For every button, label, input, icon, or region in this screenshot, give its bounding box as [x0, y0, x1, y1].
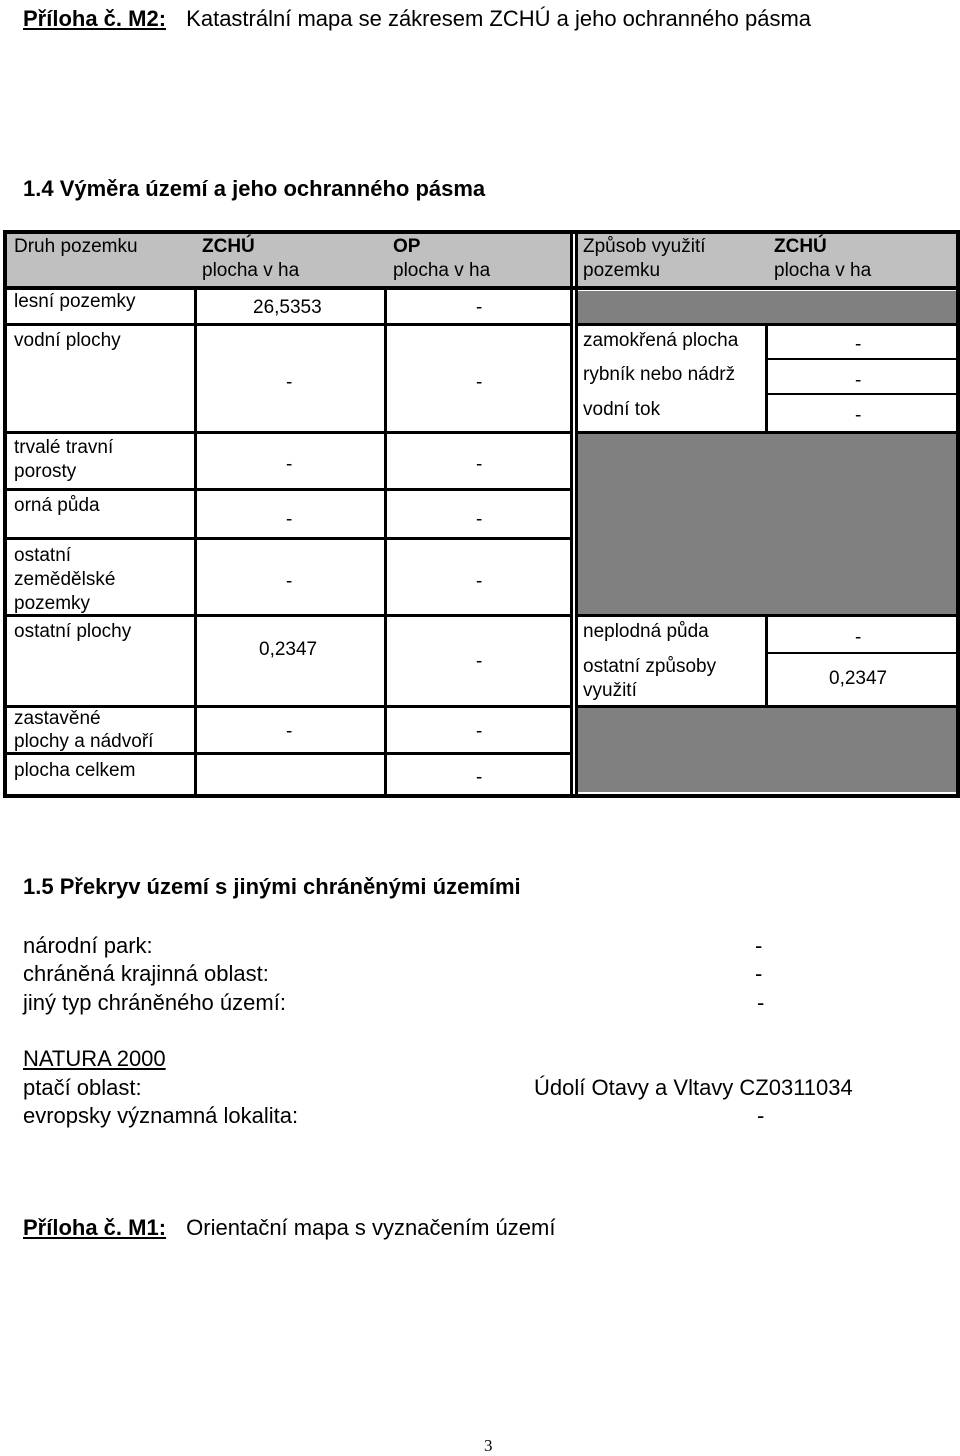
usage-ostzp-value: 0,2347	[829, 668, 888, 689]
usage-zamokrena-label: zamokřená plocha	[583, 330, 739, 351]
row-vodni-label: vodní plochy	[14, 330, 121, 351]
row-lesni-op: -	[476, 297, 483, 318]
row-zast-label-1: zastavěné	[14, 708, 101, 729]
row-trvale-zchu: -	[286, 454, 293, 475]
usage-rybnik-value: -	[855, 370, 862, 391]
row-zast-label-2: plochy a nádvoří	[14, 731, 154, 752]
chko-value: -	[755, 961, 763, 986]
usage-ostzp-label-2: využití	[583, 680, 637, 701]
annex-m1-prefix: Příloha č. M1:	[23, 1215, 167, 1240]
row-orna-zchu: -	[286, 509, 293, 530]
annex-m2-title: Katastrální mapa se zákresem ZCHÚ a jeho ochranného pásma	[186, 6, 812, 31]
dark-fill-3	[578, 707, 956, 792]
jiny-label: jiný typ chráněného území:	[23, 990, 286, 1015]
usage-rybnik-label: rybník nebo nádrž	[583, 364, 736, 385]
row-orna-label: orná půda	[14, 495, 100, 516]
dark-fill-2	[578, 434, 956, 616]
col-header-zpusob: Způsob využití	[583, 236, 706, 257]
col-header-druh: Druh pozemku	[14, 236, 138, 257]
np-value: -	[755, 933, 763, 958]
row-zast-op: -	[476, 721, 483, 742]
row-lesni-zchu: 26,5353	[253, 297, 322, 318]
annex-m1-line	[23, 1215, 555, 1241]
row-celkem-op: -	[476, 767, 483, 788]
col-header-op-sub: plocha v ha	[393, 260, 491, 281]
row-vodni-op: -	[476, 372, 483, 393]
row-trvale-label-1: trvalé travní	[14, 437, 114, 458]
row-trvale-op: -	[476, 454, 483, 475]
row-ostzem-label-2: zemědělské	[14, 569, 116, 590]
natura-heading: NATURA 2000	[23, 1046, 166, 1071]
row-orna-op: -	[476, 509, 483, 530]
section-1-4-title: 1.4 Výměra území a jeho ochranného pásma	[23, 176, 486, 201]
row-ostpl-label: ostatní plochy	[14, 621, 132, 642]
chko-label: chráněná krajinná oblast:	[23, 961, 269, 986]
row-ostzem-op: -	[476, 571, 483, 592]
row-ostpl-op: -	[476, 651, 483, 672]
np-label: národní park:	[23, 933, 153, 958]
usage-tok-label: vodní tok	[583, 399, 661, 420]
annex-m1-title: Orientační mapa s vyznačením území	[186, 1215, 556, 1240]
page-number: 3	[484, 1436, 493, 1455]
usage-neplodna-value: -	[855, 627, 862, 648]
evl-value: -	[757, 1103, 765, 1128]
row-ostzem-zchu: -	[286, 571, 293, 592]
section-1-5-title: 1.5 Překryv území s jinými chráněnými územími	[23, 874, 521, 899]
area-table	[3, 230, 960, 798]
row-ostpl-zchu: 0,2347	[259, 639, 318, 660]
col-header-zpusob-2: pozemku	[583, 260, 661, 281]
row-zast-zchu: -	[286, 721, 293, 742]
col-header-op: OP	[393, 236, 421, 257]
row-ostzem-label-3: pozemky	[14, 593, 91, 614]
row-ostzem-label-1: ostatní	[14, 545, 72, 566]
col-header-zchu-sub: plocha v ha	[202, 260, 300, 281]
annex-m2-line	[23, 6, 811, 32]
usage-tok-value: -	[855, 405, 862, 426]
col-header-zchu2: ZCHÚ	[774, 236, 827, 257]
jiny-value: -	[757, 990, 765, 1015]
row-trvale-label-2: porosty	[14, 461, 77, 482]
ptaci-label: ptačí oblast:	[23, 1075, 142, 1100]
usage-zamokrena-value: -	[855, 334, 862, 355]
dark-fill-1	[578, 291, 956, 324]
row-vodni-zchu: -	[286, 372, 293, 393]
usage-neplodna-label: neplodná půda	[583, 621, 709, 642]
row-celkem-label: plocha celkem	[14, 760, 136, 781]
evl-label: evropsky významná lokalita:	[23, 1103, 299, 1128]
row-lesni-label: lesní pozemky	[14, 291, 136, 312]
usage-ostzp-label-1: ostatní způsoby	[583, 656, 717, 677]
col-header-zchu2-sub: plocha v ha	[774, 260, 872, 281]
ptaci-value: Údolí Otavy a Vltavy CZ0311034	[534, 1075, 853, 1100]
col-header-zchu: ZCHÚ	[202, 236, 255, 257]
annex-m2-prefix: Příloha č. M2:	[23, 6, 167, 31]
